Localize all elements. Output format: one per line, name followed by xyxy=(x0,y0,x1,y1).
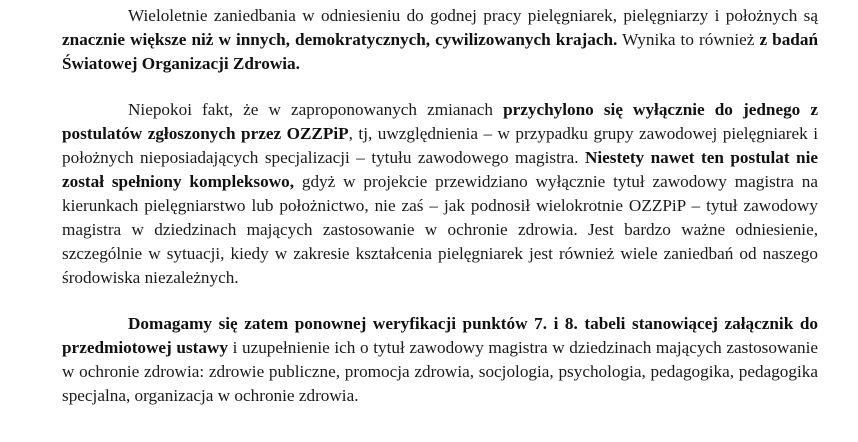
text-segment: gdyż w projekcie przewidziano wyłącznie tytuł zawodowy magistra na kierunkach pielęgniarstwo lub położnictwo, nie zaś – jak podnosił wielokrotnie OZZPiP – tytuł zawodowy magistra w dziedzinach mających zastosowanie w ochronie zdrowia. Jest bardzo ważne odniesienie, szczególnie w sytuacji, kiedy w zakresie kształcenia pielęgniarek jest również wiele zaniedbań od naszego środowiska niezależnych. xyxy=(62,172,819,287)
text-segment: , tj, uwzględnienia – w przypadku grupy zawodowej pielęgniarek i położnych nieposiadających specjalizacji – tytułu zawodowego magistra. xyxy=(62,124,818,167)
bold-text-segment: znacznie większe niż w innych, demokratycznych, cywilizowanych krajach. xyxy=(62,30,618,49)
document-body xyxy=(62,4,818,408)
text-segment: i uzupełnienie ich o tytuł zawodowy magistra w dziedzinach mających zastosowanie w ochronie zdrowia: zdrowie publiczne, promocja zdrowia, socjologia, psychologia, pedagogika, pedagogika specjalna, organizacja w ochronie zdrowia. xyxy=(62,338,819,405)
text-segment: Niepokoi fakt, że w zaproponowanych zmianach xyxy=(128,100,504,119)
paragraph-ozzpip-postulate xyxy=(62,98,818,290)
paragraph-verification-demand xyxy=(62,312,818,408)
bold-text-segment: z badań Światowej Organizacji Zdrowia. xyxy=(62,30,818,73)
bold-text-segment: przychylono się wyłącznie do jednego z postulatów zgłoszonych przez OZZPiP xyxy=(62,100,818,143)
paragraph-who-comparison xyxy=(62,4,818,76)
text-segment: Wieloletnie zaniedbania w odniesieniu do godnej pracy pielęgniarek, pielęgniarzy i położnych są xyxy=(128,6,818,25)
text-segment: Wynika to również xyxy=(617,30,760,49)
bold-text-segment: Domagamy się zatem ponownej weryfikacji punktów 7. i 8. tabeli stanowiącej załącznik do przedmiotowej ustawy xyxy=(62,314,818,357)
bold-text-segment: Niestety nawet ten postulat nie został spełniony kompleksowo, xyxy=(62,148,818,191)
